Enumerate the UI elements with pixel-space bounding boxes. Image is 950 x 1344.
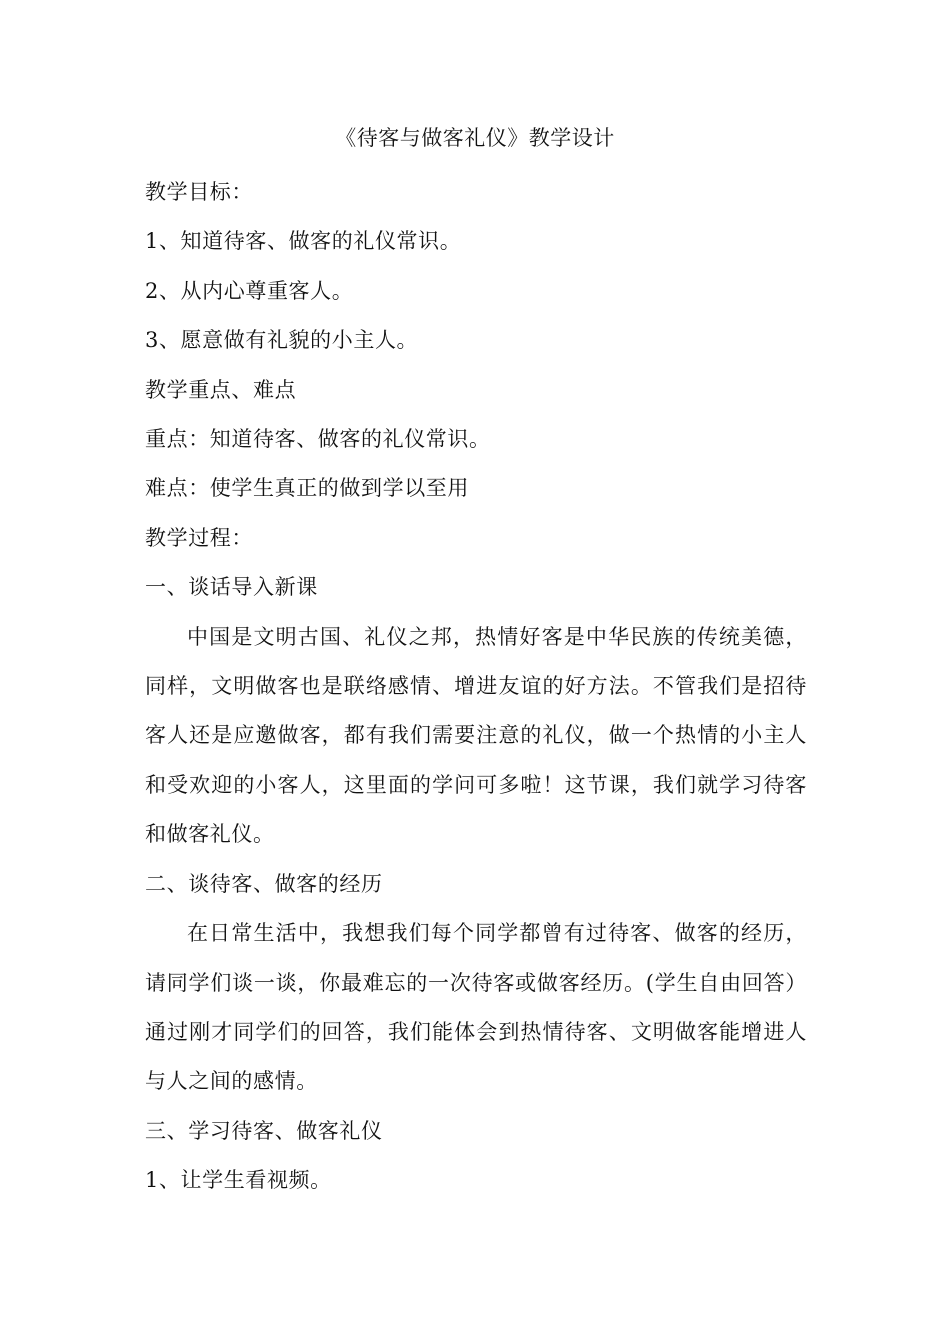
objective-item-1: 1、知道待客、做客的礼仪常识。 — [145, 229, 462, 254]
objective-item-2: 2、从内心尊重客人。 — [145, 278, 354, 303]
document-body — [145, 168, 807, 1206]
process-heading: 教学过程： — [145, 525, 253, 550]
section-1-heading: 一、谈话导入新课 — [145, 575, 318, 600]
key-points-heading: 教学重点、难点 — [145, 377, 297, 402]
section-3-item-1: 1、让学生看视频。 — [145, 1168, 332, 1193]
section-1-paragraph: 中国是文明古国、礼仪之邦，热情好客是中华民族的传统美德，同样，文明做客也是联络感情、增进友谊的好方法。不管我们是招待客人还是应邀做客，都有我们需要注意的礼仪，做一个热情的小主人和受欢迎的小客人，这里面的学问可多啦！这节课，我们就学习待客和做客礼仪。 — [145, 624, 807, 847]
objective-item-3: 3、愿意做有礼貌的小主人。 — [145, 328, 419, 353]
difficult-point: 难点：使学生真正的做到学以至用 — [145, 476, 469, 501]
objectives-heading: 教学目标： — [145, 180, 253, 204]
document-title: 《待客与做客礼仪》教学设计 — [335, 126, 615, 150]
section-3-heading: 三、学习待客、做客礼仪 — [145, 1118, 383, 1143]
section-2-heading: 二、谈待客、做客的经历 — [145, 871, 383, 896]
key-point: 重点：知道待客、做客的礼仪常识。 — [145, 427, 491, 452]
section-2-paragraph: 在日常生活中，我想我们每个同学都曾有过待客、做客的经历，请同学们谈一谈，你最难忘的一次待客或做客经历。(学生自由回答）通过刚才同学们的回答，我们能体会到热情待客、文明做客能增进人与人之间的感情。 — [145, 921, 807, 1094]
